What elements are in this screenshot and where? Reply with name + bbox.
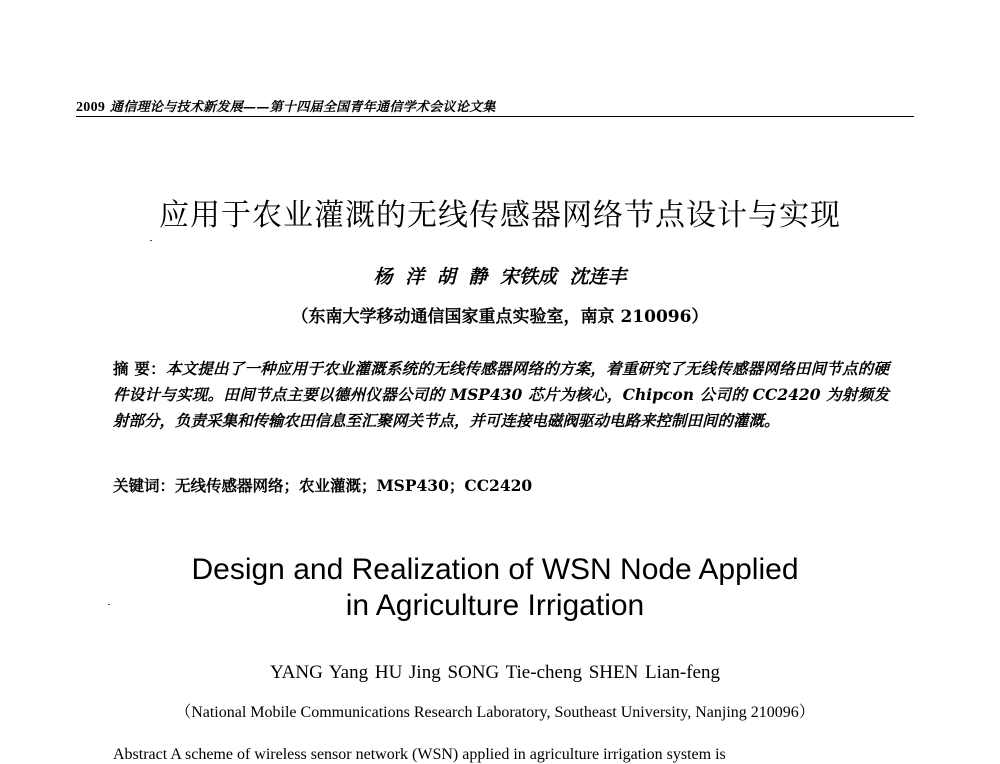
english-title xyxy=(0,552,990,624)
chinese-authors: 杨 洋 胡 静 宋铁成 沈连丰 xyxy=(373,266,627,288)
chinese-keywords xyxy=(113,474,889,496)
chinese-title: 应用于农业灌溉的无线传感器网络节点设计与实现 xyxy=(159,198,841,233)
header-rule xyxy=(76,116,914,117)
english-title-line-1: Design and Realization of WSN Node Applied xyxy=(191,553,799,586)
header-year: 2009 xyxy=(76,100,106,115)
english-affiliation: （National Mobile Communications Research Laboratory, Southeast University, Nanjing 210096） xyxy=(175,704,815,721)
chinese-abstract-label: 摘 要： xyxy=(113,359,166,378)
chinese-abstract-text: 本文提出了一种应用于农业灌溉系统的无线传感器网络的方案，着重研究了无线传感器网络田间节点的硬件设计与实现。田间节点主要以德州仪器公司的 MSP430 芯片为核心，Chipcon 公司的 CC2420 为射频发射部分，负责采集和传输农田信息至汇聚网关节点，并可连接电磁阀驱动电路来控制田间的灌溉。 xyxy=(113,359,889,430)
header-series-title: 通信理论与技术新发展——第十四届全国青年通信学术会议论文集 xyxy=(110,100,496,115)
chinese-keywords-label: 关键词： xyxy=(113,476,176,495)
scan-speck xyxy=(150,240,152,241)
chinese-keywords-text: 无线传感器网络；农业灌溉；MSP430；CC2420 xyxy=(175,476,533,495)
running-header xyxy=(76,96,496,116)
chinese-affiliation: （东南大学移动通信国家重点实验室，南京 210096） xyxy=(291,307,709,327)
scan-speck xyxy=(108,604,110,605)
chinese-abstract xyxy=(113,356,889,434)
english-title-line-2: in Agriculture Irrigation xyxy=(345,589,645,622)
english-authors: YANG Yang HU Jing SONG Tie-cheng SHEN Lian-feng xyxy=(270,662,720,683)
english-abstract-first-line: Abstract A scheme of wireless sensor network (WSN) applied in agriculture irrigation system is xyxy=(113,746,726,763)
